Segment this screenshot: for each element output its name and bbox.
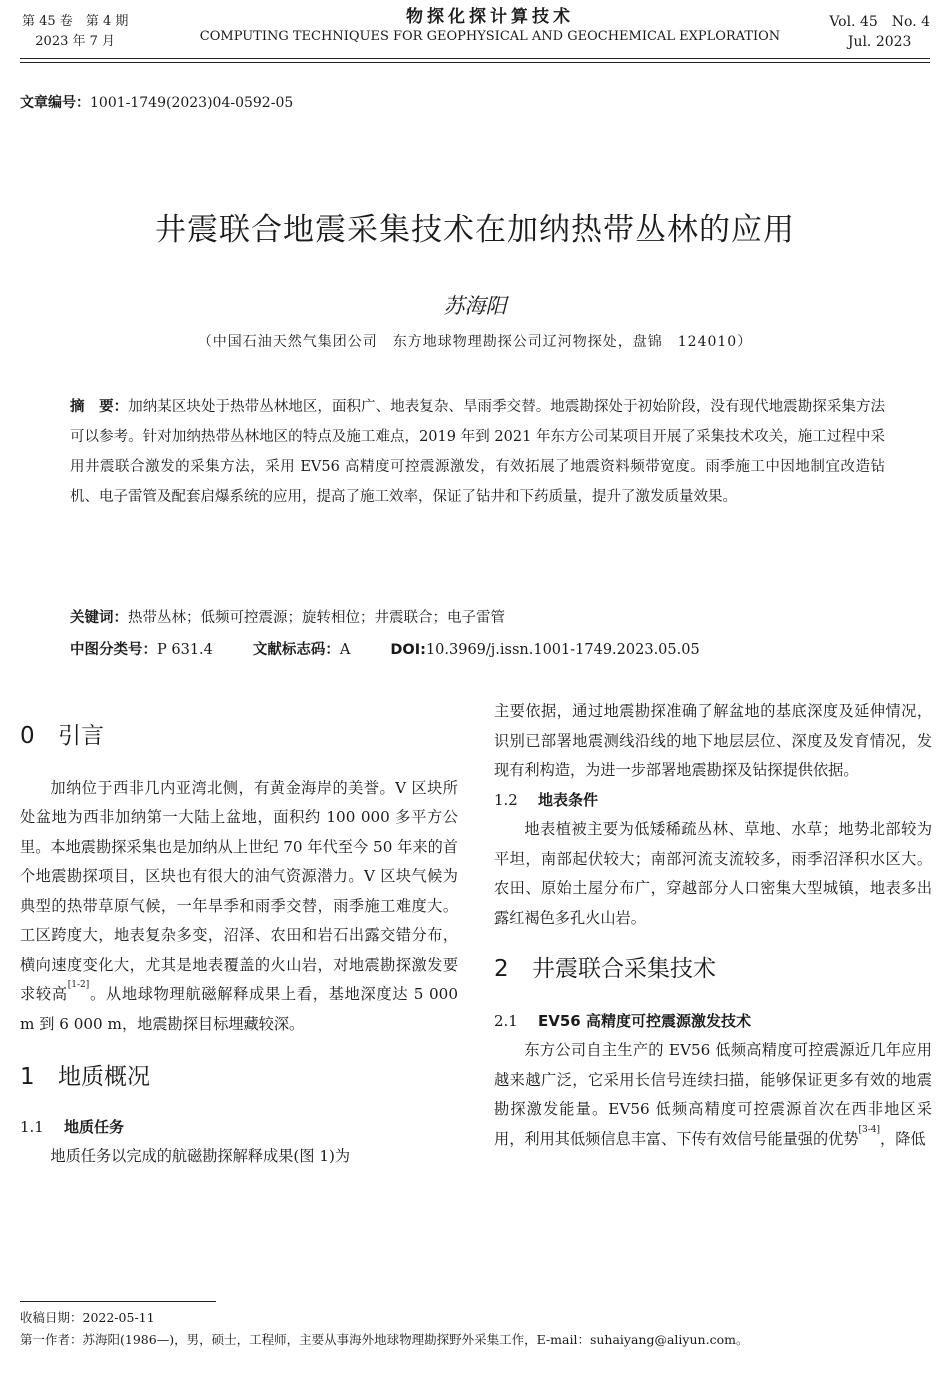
header-volume-en-block <box>829 12 930 52</box>
header-volume-block <box>22 12 128 52</box>
header-rule-thick <box>20 58 930 59</box>
article-number <box>20 92 293 112</box>
header-journal-block <box>170 6 810 46</box>
section-2-number: 2 <box>494 956 509 982</box>
keywords-label: 关键词： <box>70 610 128 626</box>
section-1-1-number: 1.1 <box>20 1117 44 1136</box>
journal-title-cn: 物探化探计算技术 <box>406 7 574 27</box>
article-number-value: 1001-1749(2023)04-0592-05 <box>90 95 294 111</box>
header-volume: 第 45 卷 第 4 期 <box>22 14 129 29</box>
section-1-2-number: 1.2 <box>494 790 518 809</box>
paper-author: 苏海阳 <box>443 294 507 318</box>
continued-paragraph: 主要依据，通过地震勘探准确了解盆地的基底深度及延伸情况，识别已部署地震测线沿线的地下地层层位、深度及发育情况，发现有利构造，为进一步部署地震勘探及钻探提供依据。 <box>494 702 932 779</box>
section-0-title: 引言 <box>58 723 104 749</box>
section-2-heading <box>494 955 932 985</box>
abstract-text: 加纳某区块处于热带丛林地区，面积广、地表复杂、旱雨季交替。地震勘探处于初始阶段，没有现代地震勘探采集方法可以参考。针对加纳热带丛林地区的特点及施工难点，2019 年到 2021 年东方公司某项目开展了采集技术攻关，施工过程中采用井震联合激发的采集方法，采用 EV56 高精度可控震源激发，有效拓展了地震资料频带宽度。雨季施工中因地制宜改造钻机、电子雷管及配套启爆系统的应用，提高了施工效率，保证了钻井和下药质量，提升了激发质量效果。 <box>70 399 885 505</box>
abstract <box>70 392 885 512</box>
doi-label: DOI: <box>390 642 426 658</box>
header-date-en: Jul. 2023 <box>847 34 912 50</box>
section-2-title: 井震联合采集技术 <box>532 956 716 982</box>
paper-title: 井震联合地震采集技术在加纳热带丛林的应用 <box>155 212 795 248</box>
intro-paragraph <box>20 774 458 1040</box>
keywords <box>70 606 505 627</box>
section-2-1-title: EV56 高精度可控震源激发技术 <box>538 1011 751 1030</box>
doc-code-label: 文献标志码： <box>252 642 340 658</box>
received-date: 收稿日期：2022-05-11 <box>20 1310 155 1325</box>
footnote-rule <box>20 1301 216 1302</box>
first-author-note: 第一作者：苏海阳(1986—)，男，硕士，工程师，主要从事海外地球物理勘探野外采集工作，E-mail：suhaiyang@aliyun.com。 <box>20 1332 749 1347</box>
classification-label: 中图分类号： <box>70 642 157 658</box>
left-column <box>20 722 458 1172</box>
section-1-2-title: 地表条件 <box>538 790 599 809</box>
section-2-1-heading <box>494 1007 932 1037</box>
section-2-1-citation: [3-4] <box>858 1124 881 1135</box>
author-affiliation: （中国石油天然气集团公司 东方地球物理勘探公司辽河物探处，盘锦 124010） <box>197 334 753 350</box>
intro-citation: [1-2] <box>67 980 90 990</box>
section-0-number: 0 <box>20 723 35 749</box>
section-1-1-title: 地质任务 <box>64 1117 125 1136</box>
header-rule-thin <box>20 62 930 63</box>
section-1-2-paragraph: 地表植被主要为低矮稀疏丛林、草地、水草；地势北部较为平坦，南部起伏较大；南部河流支流较多，雨季沼泽积水区大。农田、原始土屋分布广，穿越部分人口密集大型城镇，地表多出露红褐色多孔火山岩。 <box>494 820 932 927</box>
abstract-label: 摘 要： <box>70 399 129 415</box>
header-date: 2023 年 7 月 <box>35 34 116 49</box>
section-1-number: 1 <box>20 1064 35 1090</box>
section-0-heading <box>20 722 458 752</box>
doi-value: 10.3969/j.issn.1001-1749.2023.05.05 <box>425 642 700 658</box>
section-1-title: 地质概况 <box>58 1064 150 1090</box>
section-1-2-heading <box>494 786 932 816</box>
article-number-label: 文章编号： <box>20 95 90 111</box>
section-2-1-text-end: ，降低 <box>880 1129 926 1148</box>
section-2-1-number: 2.1 <box>494 1011 518 1030</box>
section-1-1-heading <box>20 1113 458 1143</box>
article-meta <box>70 638 700 659</box>
doc-code-value: A <box>339 642 351 658</box>
keywords-text: 热带丛林；低频可控震源；旋转相位；井震联合；电子雷管 <box>128 610 505 626</box>
section-2-1-text: 东方公司自主生产的 EV56 低频高精度可控震源近几年应用越来越广泛，它采用长信号连续扫描，能够保证更多有效的地震勘探激发能量。EV56 低频高精度可控震源首次在西非地区采用，利用其低频信息丰富、下传有效信号能量强的优势 <box>494 1041 932 1148</box>
right-column <box>494 697 932 1154</box>
section-2-1-paragraph <box>494 1036 932 1154</box>
classification-value: P 631.4 <box>157 642 213 658</box>
intro-text: 加纳位于西非几内亚湾北侧，有黄金海岸的美誉。V 区块所处盆地为西非加纳第一大陆上盆地，面积约 100 000 多平方公里。本地震勘探采集也是加纳从上世纪 70 年代至今 50 年来的首个地震勘探项目，区块也有很大的油气资源潜力。V 区块气候为典型的热带草原气候，一年旱季和雨季交替，雨季施工难度大。工区跨度大，地表复杂多变，沼泽、农田和岩石出露交错分布，横向速度变化大，尤其是地表覆盖的火山岩，对地震勘探激发要求较高 <box>20 778 458 1003</box>
section-1-heading <box>20 1063 458 1093</box>
section-1-1-paragraph: 地质任务以完成的航磁勘探解释成果(图 1)为 <box>50 1147 351 1165</box>
journal-title-en: COMPUTING TECHNIQUES FOR GEOPHYSICAL AND GEOCHEMICAL EXPLORATION <box>199 29 781 44</box>
header-volume-en: Vol. 45 No. 4 <box>829 14 930 30</box>
intro-text-end: 。从地球物理航磁解释成果上看，基地深度达 5 000 m 到 6 000 m，地震勘探目标埋藏较深。 <box>20 985 459 1033</box>
